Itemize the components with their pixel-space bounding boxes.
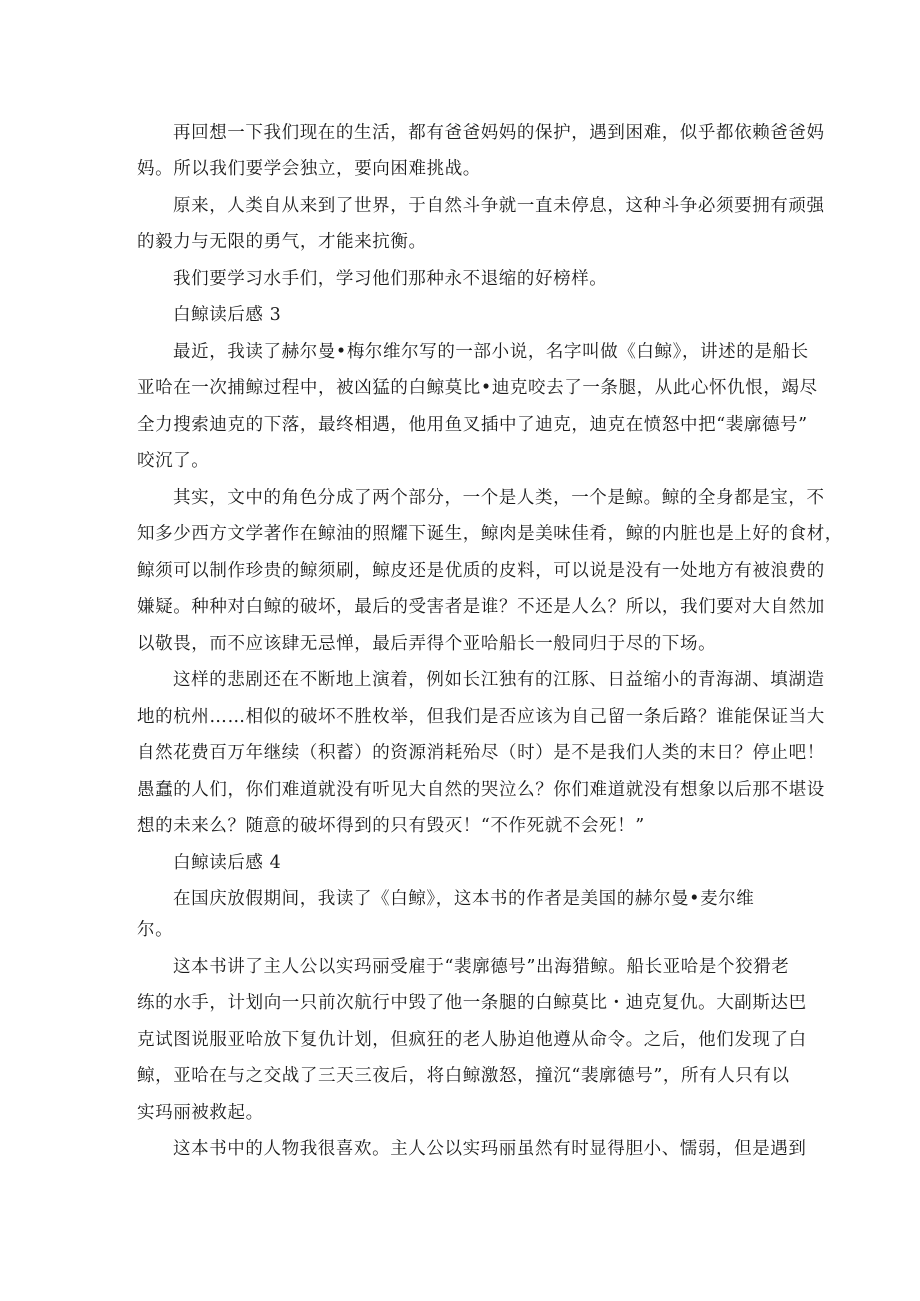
paragraph-line: 实玛丽被救起。: [137, 1103, 264, 1123]
paragraph-line: 再回想一下我们现在的生活，都有爸爸妈妈的保护，遇到困难，似乎都依赖爸爸妈: [173, 123, 825, 143]
paragraph-line: 知多少西方文学著作在鲸油的照耀下诞生，鲸肉是美味佳肴，鲸的内脏也是上好的食材，: [137, 524, 843, 544]
section-heading: 白鲸读后感 4: [173, 853, 282, 873]
paragraph-line: 嫌疑。种种对白鲸的破坏，最后的受害者是谁？不还是人么？所以，我们要对大自然加: [137, 597, 825, 617]
section-heading: 白鲸读后感 3: [173, 305, 282, 325]
paragraph-line: 的毅力与无限的勇气，才能来抗衡。: [137, 232, 427, 252]
paragraph-line: 想的未来么？随意的破坏得到的只有毁灭！“不作死就不会死！”: [137, 816, 645, 836]
paragraph-line: 我们要学习水手们，学习他们那种永不退缩的好榜样。: [173, 269, 608, 289]
paragraph-line: 全力搜索迪克的下落，最终相遇，他用鱼叉插中了迪克，迪克在愤怒中把“裴廓德号”: [137, 415, 808, 435]
paragraph-line: 练的水手，计划向一只前次航行中毁了他一条腿的白鲸莫比・迪克复仇。大副斯达巴: [137, 993, 807, 1013]
paragraph-line: 最近，我读了赫尔曼•梅尔维尔写的一部小说，名字叫做《白鲸》，讲述的是船长: [173, 342, 809, 362]
paragraph-line: 鲸，亚哈在与之交战了三天三夜后，将白鲸激怒，撞沉“裴廓德号”，所有人只有以: [137, 1066, 790, 1086]
paragraph-line: 尔。: [137, 920, 174, 940]
paragraph-line: 这本书讲了主人公以实玛丽受雇于“裴廓德号”出海猎鲸。船长亚哈是个狡猾老: [173, 957, 790, 977]
paragraph-line: 鲸须可以制作珍贵的鲸须刷，鲸皮还是优质的皮料，可以说是没有一处地方有被浪费的: [137, 561, 825, 581]
paragraph-line: 自然花费百万年继续（积蓄）的资源消耗殆尽（时）是不是我们人类的末日？停止吧！: [137, 743, 825, 763]
paragraph-line: 咬沉了。: [137, 451, 210, 471]
paragraph-line: 地的杭州……相似的破坏不胜枚举，但我们是否应该为自己留一条后路？谁能保证当大: [137, 707, 825, 727]
paragraph-line: 克试图说服亚哈放下复仇计划，但疯狂的老人胁迫他遵从命令。之后，他们发现了白: [137, 1030, 807, 1050]
paragraph-line: 以敬畏，而不应该肆无忌惮，最后弄得个亚哈船长一般同归于尽的下场。: [137, 634, 717, 654]
paragraph-line: 这样的悲剧还在不断地上演着，例如长江独有的江豚、日益缩小的青海湖、填湖造: [173, 670, 825, 690]
paragraph-line: 亚哈在一次捕鲸过程中，被凶猛的白鲸莫比•迪克咬去了一条腿，从此心怀仇恨，竭尽: [137, 378, 818, 398]
paragraph-line: 妈。所以我们要学会独立，要向困难挑战。: [137, 159, 481, 179]
paragraph-line: 在国庆放假期间，我读了《白鲸》，这本书的作者是美国的赫尔曼•麦尔维: [173, 889, 755, 909]
paragraph-line: 这本书中的人物我很喜欢。主人公以实玛丽虽然有时显得胆小、懦弱，但是遇到: [173, 1139, 807, 1159]
paragraph-line: 愚蠢的人们，你们难道就没有听见大自然的哭泣么？你们难道就没有想象以后那不堪设: [137, 780, 825, 800]
paragraph-line: 原来，人类自从来到了世界，于自然斗争就一直未停息，这种斗争必须要拥有顽强: [173, 196, 825, 216]
paragraph-line: 其实，文中的角色分成了两个部分，一个是人类，一个是鲸。鲸的全身都是宝，不: [173, 488, 825, 508]
